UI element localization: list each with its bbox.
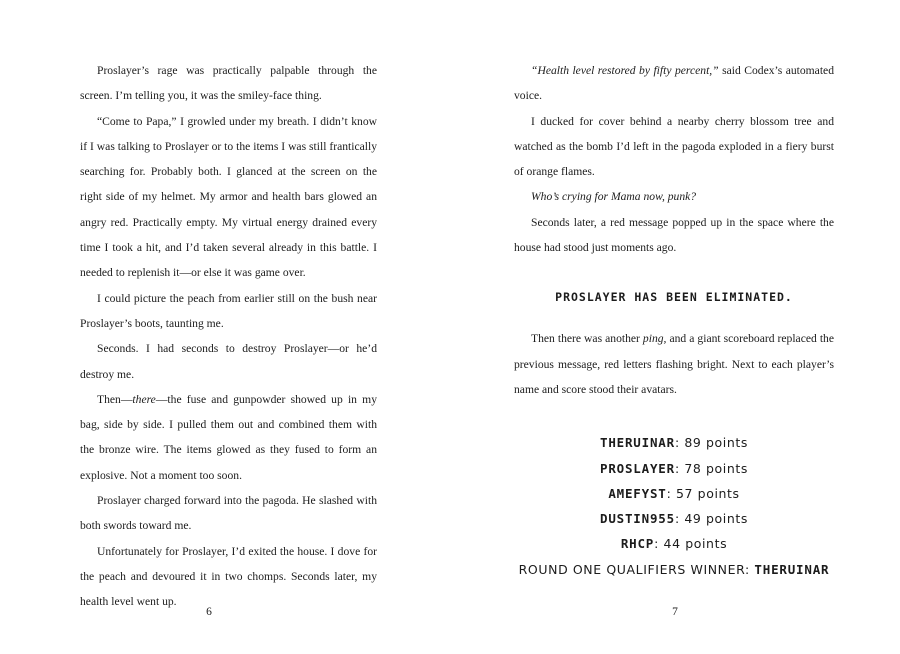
paragraph: Proslayer charged forward into the pagoda. He slashed with both swords toward me.	[80, 494, 377, 533]
paragraph: Then—there—the fuse and gunpowder showed up in my bag, side by side. I pulled them out and combined them with the bronze wire. The items glowed as they fused to form an explosive. Not a moment too soon.	[80, 392, 377, 482]
scoreboard-row: RHCP: 44 points	[620, 536, 728, 552]
page-number: 6	[206, 606, 212, 618]
paragraph: I could picture the peach from earlier still on the bush near Proslayer’s boots, taunting me.	[80, 291, 377, 330]
scoreboard-row: AMEFYST: 57 points	[608, 485, 740, 501]
paragraph: Unfortunately for Proslayer, I’d exited the house. I dove for the peach and devoured it in two chomps. Seconds later, my health level went up.	[80, 544, 377, 609]
scoreboard-row: PROSLAYER: 78 points	[600, 460, 748, 476]
winner-label: ROUND ONE QUALIFIERS WINNER:	[518, 561, 755, 577]
emphasis: ping,	[642, 332, 667, 346]
scoreboard-winner-row	[514, 557, 834, 582]
scoreboard	[514, 430, 834, 582]
scoreboard-row: THERUINAR: 89 points	[600, 435, 748, 451]
page-number: 7	[672, 606, 678, 618]
player-score: 57 points	[676, 485, 740, 501]
player-score: 78 points	[684, 460, 748, 476]
paragraph: Seconds later, a red message popped up in the space where the house had stood just moments ago.	[514, 215, 834, 255]
left-page-text	[80, 58, 377, 615]
player-name: DUSTIN955	[600, 511, 675, 527]
player-name: THERUINAR	[600, 435, 675, 451]
emphasis: “Health level restored by fifty percent,”	[531, 64, 719, 77]
paragraph: Proslayer’s rage was practically palpable through the screen. I’m telling you, it was the smiley-face thing.	[80, 64, 377, 103]
scoreboard-row: DUSTIN955: 49 points	[600, 511, 748, 527]
player-name: AMEFYST	[608, 485, 667, 501]
player-name: RHCP	[620, 536, 655, 552]
paragraph: “Health level restored by fifty percent,” said Codex’s automated voice.	[514, 64, 834, 103]
player-score: 49 points	[684, 511, 748, 527]
right-page-text	[514, 58, 834, 582]
paragraph: Then there was another ping, and a giant scoreboard replaced the previous message, red letters flashing bright. Next to each player’s name and score stood their avatars.	[514, 332, 834, 396]
elimination-message: PROSLAYER HAS BEEN ELIMINATED.	[555, 290, 793, 305]
paragraph: Seconds. I had seconds to destroy Proslayer—or he’d destroy me.	[80, 342, 377, 381]
player-name: PROSLAYER	[600, 460, 675, 476]
paragraph: I ducked for cover behind a nearby cherry blossom tree and watched as the bomb I’d left in the pagoda exploded in a fiery burst of orange flames.	[514, 114, 834, 179]
player-score: 44 points	[663, 536, 728, 552]
emphasis: there	[132, 392, 156, 406]
emphasis: Who’s crying for Mama now, punk?	[531, 190, 697, 204]
winner-name: THERUINAR	[754, 561, 830, 577]
paragraph	[514, 184, 834, 209]
player-score: 89 points	[684, 435, 748, 451]
right-page	[450, 0, 900, 654]
paragraph: “Come to Papa,” I growled under my breath. I didn’t know if I was talking to Proslayer or to the items I was still frantically searching for. Probably both. I glanced at the screen on the right side of my helmet. My armor and health bars glowed an angry red. Practically empty. My virtual energy drained every time I took a hit, and I’d taken several already in this battle. I needed to replenish it—or else it was game over.	[80, 114, 377, 280]
